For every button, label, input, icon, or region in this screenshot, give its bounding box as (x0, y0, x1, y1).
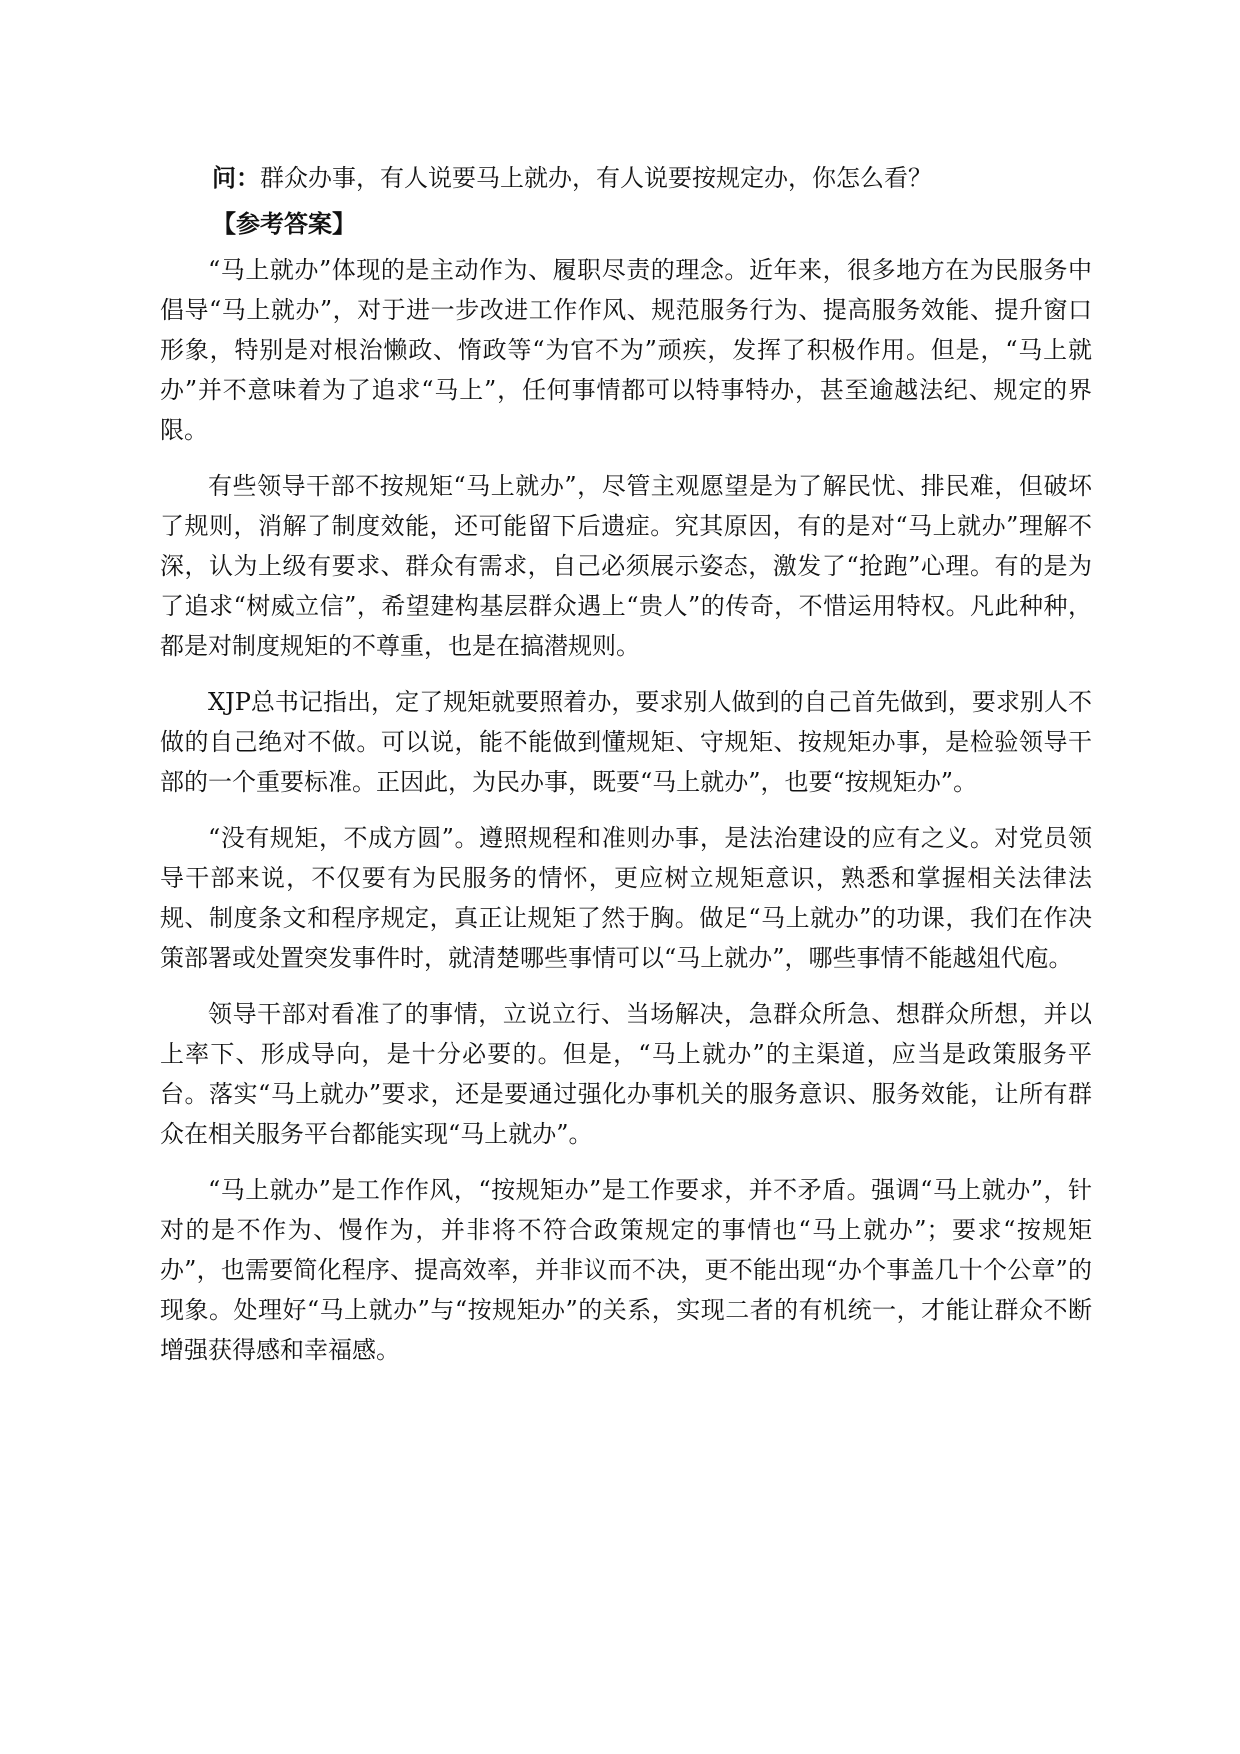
document-body (160, 158, 1092, 1386)
paragraph-5: 领导干部对看准了的事情，立说立行、当场解决，急群众所急、想群众所想，并以上率下、形成导向，是十分必要的。但是，“马上就办”的主渠道，应当是政策服务平台。落实“马上就办”要求，还是要通过强化办事机关的服务意识、服务效能，让所有群众在相关服务平台都能实现“马上就办”。 (160, 1000, 1092, 1148)
paragraph-2: 有些领导干部不按规矩“马上就办”，尽管主观愿望是为了解民忧、排民难，但破坏了规则，消解了制度效能，还可能留下后遗症。究其原因，有的是对“马上就办”理解不深，认为上级有要求、群众有需求，自己必须展示姿态，激发了“抢跑”心理。有的是为了追求“树威立信”，希望建构基层群众遇上“贵人”的传奇，不惜运用特权。凡此种种，都是对制度规矩的不尊重，也是在搞潜规则。 (160, 472, 1092, 660)
paragraph-1: “马上就办”体现的是主动作为、履职尽责的理念。近年来，很多地方在为民服务中倡导“马上就办”，对于进一步改进工作作风、规范服务行为、提高服务效能、提升窗口形象，特别是对根治懒政、惰政等“为官不为”顽疾，发挥了积极作用。但是，“马上就办”并不意味着为了追求“马上”，任何事情都可以特事特办，甚至逾越法纪、规定的界限。 (160, 256, 1092, 444)
question-text: 群众办事，有人说要马上就办，有人说要按规定办，你怎么看？ (260, 164, 932, 192)
answer-heading: 【参考答案】 (212, 209, 356, 238)
paragraph-3: XJP总书记指出，定了规矩就要照着办，要求别人做到的自己首先做到，要求别人不做的自己绝对不做。可以说，能不能做到懂规矩、守规矩、按规矩办事，是检验领导干部的一个重要标准。正因此，为民办事，既要“马上就办”，也要“按规矩办”。 (160, 688, 1092, 796)
paragraph-6: “马上就办”是工作作风，“按规矩办”是工作要求，并不矛盾。强调“马上就办”，针对的是不作为、慢作为，并非将不符合政策规定的事情也“马上就办”；要求“按规矩办”，也需要简化程序、提高效率，并非议而不决，更不能出现“办个事盖几十个公章”的现象。处理好“马上就办”与“按规矩办”的关系，实现二者的有机统一，才能让群众不断增强获得感和幸福感。 (160, 1176, 1092, 1364)
question-label: 问： (212, 163, 260, 192)
question-line (160, 158, 1092, 198)
paragraph-4: “没有规矩，不成方圆”。遵照规程和准则办事，是法治建设的应有之义。对党员领导干部来说，不仅要有为民服务的情怀，更应树立规矩意识，熟悉和掌握相关法律法规、制度条文和程序规定，真正让规矩了然于胸。做足“马上就办”的功课，我们在作决策部署或处置突发事件时，就清楚哪些事情可以“马上就办”，哪些事情不能越俎代庖。 (160, 824, 1092, 972)
